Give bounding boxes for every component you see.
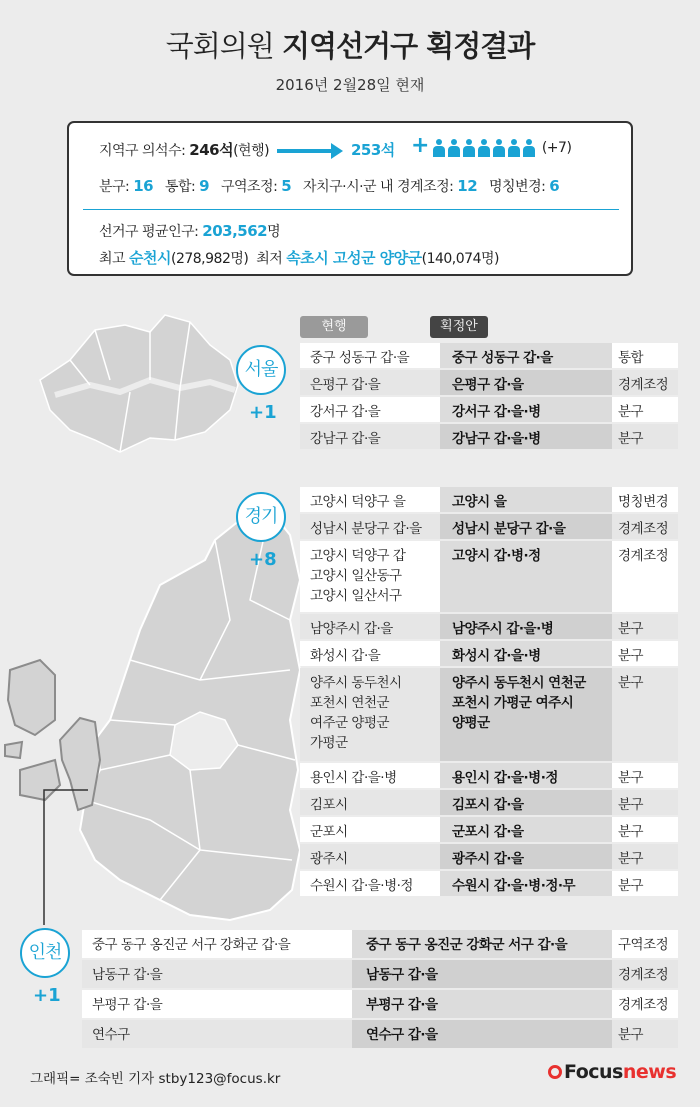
seats-current: 246석	[189, 141, 234, 159]
logo-icon	[548, 1065, 562, 1079]
seats-new: 253석	[350, 141, 395, 159]
person-icons	[433, 140, 542, 156]
date-label: 2016년 2월28일 현재	[275, 76, 425, 94]
change-type: 경계조정	[618, 377, 669, 393]
title-bold: 지역선거구 획정결과	[282, 29, 535, 63]
min-label: 최저	[256, 251, 283, 267]
credit: 그래픽= 조숙빈 기자 stby123@focus.kr	[30, 1071, 281, 1087]
merge-label: 통합:	[164, 179, 196, 195]
current-district: 수원시 갑·을·병·정	[310, 878, 413, 894]
current-district: 강서구 갑·을	[310, 404, 381, 420]
divider	[83, 209, 619, 210]
person-icon	[478, 139, 490, 157]
current-district: 남동구 갑·을	[92, 967, 163, 983]
proposed-district: 강서구 갑·을·병	[452, 404, 541, 420]
proposed-district: 강남구 갑·을·병	[452, 431, 541, 447]
boundary-value: 12	[457, 177, 478, 195]
change-stats	[99, 176, 559, 196]
proposed-district: 고양시 갑·병·정	[452, 548, 541, 564]
seoul-table-row	[300, 397, 678, 422]
change-type: 경계조정	[618, 997, 669, 1013]
minmax-line	[99, 247, 499, 268]
region-gyeonggi: 경기	[236, 492, 286, 542]
change-type: 분구	[618, 404, 644, 420]
proposed-district: 광주시 갑·을	[452, 851, 524, 867]
change-type: 명칭변경	[618, 494, 669, 510]
change-type: 분구	[618, 648, 644, 664]
person-icon	[508, 139, 520, 157]
current-district: 남양주시 갑·을	[310, 621, 393, 637]
change-type: 경계조정	[618, 548, 669, 564]
change-type: 구역조정	[618, 937, 669, 953]
rename-value: 6	[549, 177, 560, 195]
change-type: 분구	[618, 1027, 644, 1043]
current-district: 광주시	[310, 851, 348, 867]
current-district: 군포시	[310, 824, 348, 840]
avg-value: 203,562	[202, 222, 268, 240]
proposed-district: 화성시 갑·을·병	[452, 648, 541, 664]
proposed-district: 고양시 을	[452, 494, 507, 510]
person-icon	[523, 139, 535, 157]
proposed-district: 군포시 갑·을	[452, 824, 524, 840]
split-value: 16	[133, 177, 154, 195]
change-type: 분구	[618, 824, 644, 840]
gyeonggi-table-row	[300, 668, 678, 761]
boundary-label: 자치구·시·군 내 경계조정:	[303, 179, 454, 195]
current-district: 화성시 갑·을	[310, 648, 381, 664]
change-type: 경계조정	[618, 521, 669, 537]
change-type: 분구	[618, 770, 644, 786]
proposed-district: 성남시 분당구 갑·을	[452, 521, 566, 537]
seats-current-note: (현행)	[233, 143, 270, 159]
incheon-table-row	[82, 960, 678, 988]
gyeonggi-table-row	[300, 871, 678, 896]
column-new: 획정안	[430, 316, 488, 338]
proposed-district: 수원시 갑·을·병·정·무	[452, 878, 576, 894]
person-icon	[433, 139, 445, 157]
area-value: 5	[281, 177, 292, 195]
rename-label: 명칭변경:	[489, 179, 546, 195]
gyeonggi-table-row	[300, 844, 678, 869]
incheon-pointer-line	[44, 790, 88, 925]
change-type: 분구	[618, 851, 644, 867]
person-icon	[493, 139, 505, 157]
incheon-table-row	[82, 990, 678, 1018]
current-district: 김포시	[310, 797, 348, 813]
proposed-district: 중구 성동구 갑·을	[452, 350, 553, 366]
region-incheon-plus: +1	[33, 985, 61, 1006]
change-type: 분구	[618, 621, 644, 637]
split-label: 분구:	[99, 179, 130, 195]
gyeonggi-table-row	[300, 541, 678, 612]
change-type: 분구	[618, 878, 644, 894]
current-district: 부평구 갑·을	[92, 997, 163, 1013]
proposed-district: 용인시 갑·을·병·정	[452, 770, 558, 786]
change-type: 분구	[618, 675, 644, 691]
region-incheon: 인천	[20, 928, 70, 978]
min-value: (140,074명)	[421, 251, 499, 267]
proposed-district: 남양주시 갑·을·병	[452, 621, 554, 637]
current-district: 연수구	[92, 1027, 130, 1043]
gyeonggi-table-row	[300, 487, 678, 512]
column-current: 현행	[300, 316, 368, 338]
person-icon	[463, 139, 475, 157]
change-type: 경계조정	[618, 967, 669, 983]
min-name: 속초시 고성군 양양군	[286, 249, 422, 267]
gyeonggi-map	[80, 510, 300, 920]
current-district: 용인시 갑·을·병	[310, 770, 397, 786]
change-type: 분구	[618, 797, 644, 813]
avg-unit: 명	[267, 224, 281, 240]
gyeonggi-table-row	[300, 763, 678, 788]
page-title	[0, 24, 700, 65]
incheon-map	[5, 660, 100, 810]
region-gyeonggi-plus: +8	[249, 549, 277, 570]
proposed-district: 남동구 갑·을	[366, 967, 438, 983]
proposed-district: 은평구 갑·을	[452, 377, 524, 393]
merge-value: 9	[199, 177, 210, 195]
change-type: 분구	[618, 431, 644, 447]
avg-label: 선거구 평균인구:	[99, 224, 199, 240]
gyeonggi-table-row	[300, 614, 678, 639]
incheon-table-row	[82, 1020, 678, 1048]
arrow-icon	[277, 146, 343, 156]
logo-focus: Focus	[564, 1061, 623, 1083]
max-name: 순천시	[129, 249, 171, 267]
proposed-district: 중구 동구 옹진군 강화군 서구 갑·을	[366, 937, 568, 953]
gyeonggi-table-row	[300, 514, 678, 539]
gyeonggi-table-row	[300, 641, 678, 666]
current-district: 양주시 동두천시 포천시 연천군 여주군 양평군 가평군	[310, 675, 402, 751]
max-value: (278,982명)	[171, 251, 249, 267]
area-label: 구역조정:	[220, 179, 278, 195]
summary-box	[67, 121, 633, 276]
proposed-district: 부평구 갑·을	[366, 997, 438, 1013]
current-district: 고양시 덕양구 을	[310, 494, 406, 510]
current-district: 중구 동구 옹진군 서구 강화군 갑·을	[92, 937, 291, 953]
logo-news: news	[622, 1061, 677, 1083]
current-district: 고양시 덕양구 갑 고양시 일산동구 고양시 일산서구	[310, 548, 406, 604]
focusnews-logo	[548, 1061, 676, 1083]
proposed-district: 양주시 동두천시 연천군 포천시 가평군 여주시 양평군	[452, 675, 586, 731]
plus-icon: +	[411, 133, 429, 158]
incheon-table-row	[82, 930, 678, 958]
gyeonggi-table-row	[300, 790, 678, 815]
max-label: 최고	[99, 251, 126, 267]
region-seoul-plus: +1	[249, 402, 277, 423]
seoul-table-row	[300, 424, 678, 449]
proposed-district: 김포시 갑·을	[452, 797, 524, 813]
avg-line	[99, 221, 280, 241]
plus-line	[411, 133, 571, 158]
change-type: 통합	[618, 350, 644, 366]
proposed-district: 연수구 갑·을	[366, 1027, 438, 1043]
seats-line	[99, 139, 395, 160]
seats-label: 지역구 의석수:	[99, 143, 186, 159]
seoul-table-row	[300, 370, 678, 395]
current-district: 강남구 갑·을	[310, 431, 381, 447]
current-district: 중구 성동구 갑·을	[310, 350, 410, 366]
current-district: 성남시 분당구 갑·을	[310, 521, 422, 537]
title-light: 국회의원	[165, 29, 274, 63]
plus-count: (+7)	[541, 140, 572, 156]
region-seoul: 서울	[236, 345, 286, 395]
person-icon	[448, 139, 460, 157]
current-district: 은평구 갑·을	[310, 377, 381, 393]
gyeonggi-table-row	[300, 817, 678, 842]
seoul-table-row	[300, 343, 678, 368]
